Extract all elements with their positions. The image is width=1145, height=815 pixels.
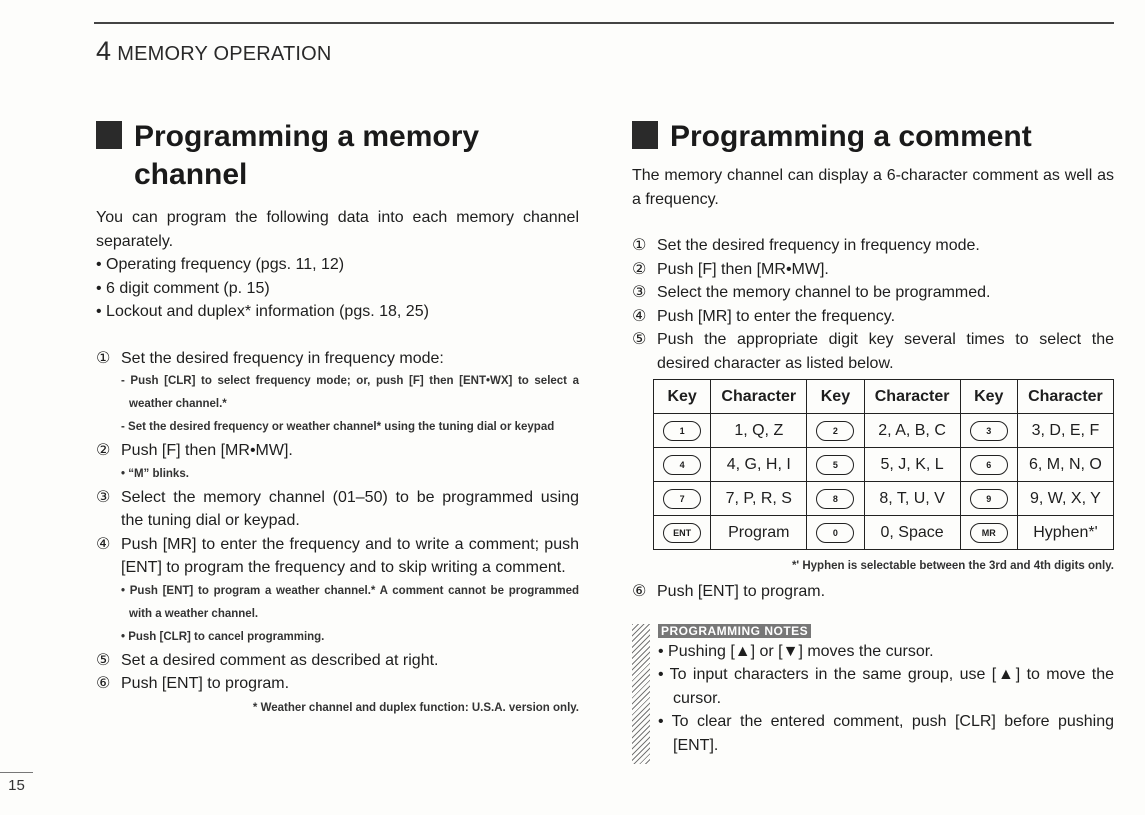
- step-4: ④ Push [MR] to enter the frequency and to write a comment; push [ENT] to program the frequency and to skip writing a comment.: [96, 535, 579, 576]
- step-2: ② Push [F] then [MR•MW].: [96, 442, 293, 459]
- table-header: Character: [864, 380, 960, 414]
- table-row: [654, 516, 1114, 550]
- table-cell: 6, M, N, O: [1017, 448, 1113, 482]
- table-cell: Hyphen*': [1017, 516, 1113, 550]
- comment-intro: The memory channel can display a 6-character comment as well as a frequency.: [632, 167, 1114, 208]
- chapter-heading: [96, 36, 332, 67]
- table-header: Key: [807, 380, 864, 414]
- table-note: *' Hyphen is selectable between the 3rd and 4th digits only.: [791, 560, 1114, 572]
- list-item: • To input characters in the same group, use [▲] to move the cursor.: [658, 666, 1114, 707]
- step-4-notes: • Push [ENT] to program a weather channel.* A comment cannot be programmed with a weather channel. • Push [CLR] to cancel programming.: [121, 584, 579, 643]
- step-6: ⑥ Push [ENT] to program.: [632, 583, 826, 600]
- table-header: Key: [654, 380, 711, 414]
- step-1: ① Set the desired frequency in frequency mode:: [96, 349, 444, 367]
- key-5-icon: 5: [816, 455, 854, 475]
- step-1: ① Set the desired frequency in frequency mode.: [632, 237, 980, 254]
- table-cell: 2, A, B, C: [864, 414, 960, 448]
- step-2: ② Push [F] then [MR•MW].: [632, 260, 829, 278]
- page-number: 15: [0, 772, 33, 794]
- section-square-icon: [632, 121, 658, 149]
- chapter-title: MEMORY OPERATION: [117, 43, 332, 65]
- table-cell: 7, P, R, S: [711, 482, 807, 516]
- table-cell: 5, J, K, L: [864, 448, 960, 482]
- section-square-icon: [96, 121, 122, 149]
- table-cell: 8, T, U, V: [864, 482, 960, 516]
- key-0-icon: 0: [816, 523, 854, 543]
- step-2-note: • “M” blinks.: [121, 467, 189, 480]
- comment-section: [632, 118, 1114, 757]
- table-header-row: [654, 380, 1114, 414]
- table-cell: 1, Q, Z: [711, 414, 807, 448]
- hatch-bar-icon: [632, 624, 650, 764]
- key-6-icon: 6: [970, 455, 1008, 475]
- table-header: Character: [1017, 380, 1113, 414]
- programming-notes: [632, 622, 1114, 758]
- table-cell: 9, W, X, Y: [1017, 482, 1113, 516]
- chapter-number: 4: [96, 36, 112, 66]
- top-rule: [94, 22, 1114, 24]
- key-7-icon: 7: [663, 489, 701, 509]
- key-ent-icon: ENT: [663, 523, 701, 543]
- table-cell: Program: [711, 516, 807, 550]
- step-5: ⑤ Push the appropriate digit key several times to select the desired character as listed below.: [632, 331, 1114, 372]
- memory-channel-title: Programming a memory channel: [96, 118, 579, 194]
- table-header: Character: [711, 380, 807, 414]
- step-1-notes: - Push [CLR] to select frequency mode; or, push [F] then [ENT•WX] to select a weather channel.* - Set the desired frequency or weather channel* using the tuning dial or keypad: [121, 375, 579, 433]
- table-cell: 4, G, H, I: [711, 448, 807, 482]
- key-mr-icon: MR: [970, 523, 1008, 543]
- list-item: • 6 digit comment (p. 15): [96, 279, 270, 297]
- key-8-icon: 8: [816, 489, 854, 509]
- key-2-icon: 2: [816, 421, 854, 441]
- table-cell: 0, Space: [864, 516, 960, 550]
- step-4: ④ Push [MR] to enter the frequency.: [632, 307, 896, 325]
- list-item: • Pushing [▲] or [▼] moves the cursor.: [658, 642, 934, 660]
- notes-title: PROGRAMMING NOTES: [658, 624, 811, 638]
- memory-channel-section: [96, 118, 579, 714]
- memory-intro: You can program the following data into each memory channel separately.: [96, 209, 579, 250]
- key-1-icon: 1: [663, 421, 701, 441]
- footnote: * Weather channel and duplex function: U.S.A. version only.: [252, 701, 579, 714]
- key-3-icon: 3: [970, 421, 1008, 441]
- list-item: • Lockout and duplex* information (pgs. 18, 25): [96, 303, 429, 320]
- step-3: ③ Select the memory channel to be programmed.: [632, 284, 991, 301]
- key-4-icon: 4: [663, 455, 701, 475]
- table-header: Key: [960, 380, 1017, 414]
- step-3: ③ Select the memory channel (01–50) to be programmed using the tuning dial or keypad.: [96, 488, 579, 529]
- step-6: ⑥ Push [ENT] to program.: [96, 675, 290, 692]
- table-row: [654, 414, 1114, 448]
- table-row: [654, 448, 1114, 482]
- character-table: [653, 379, 1114, 550]
- step-5: ⑤ Set a desired comment as described at right.: [96, 651, 439, 669]
- list-item: • Operating frequency (pgs. 11, 12): [96, 256, 345, 273]
- comment-title: Programming a comment: [632, 118, 1114, 156]
- table-cell: 3, D, E, F: [1017, 414, 1113, 448]
- list-item: • To clear the entered comment, push [CLR] before pushing [ENT].: [658, 713, 1114, 754]
- table-row: [654, 482, 1114, 516]
- key-9-icon: 9: [970, 489, 1008, 509]
